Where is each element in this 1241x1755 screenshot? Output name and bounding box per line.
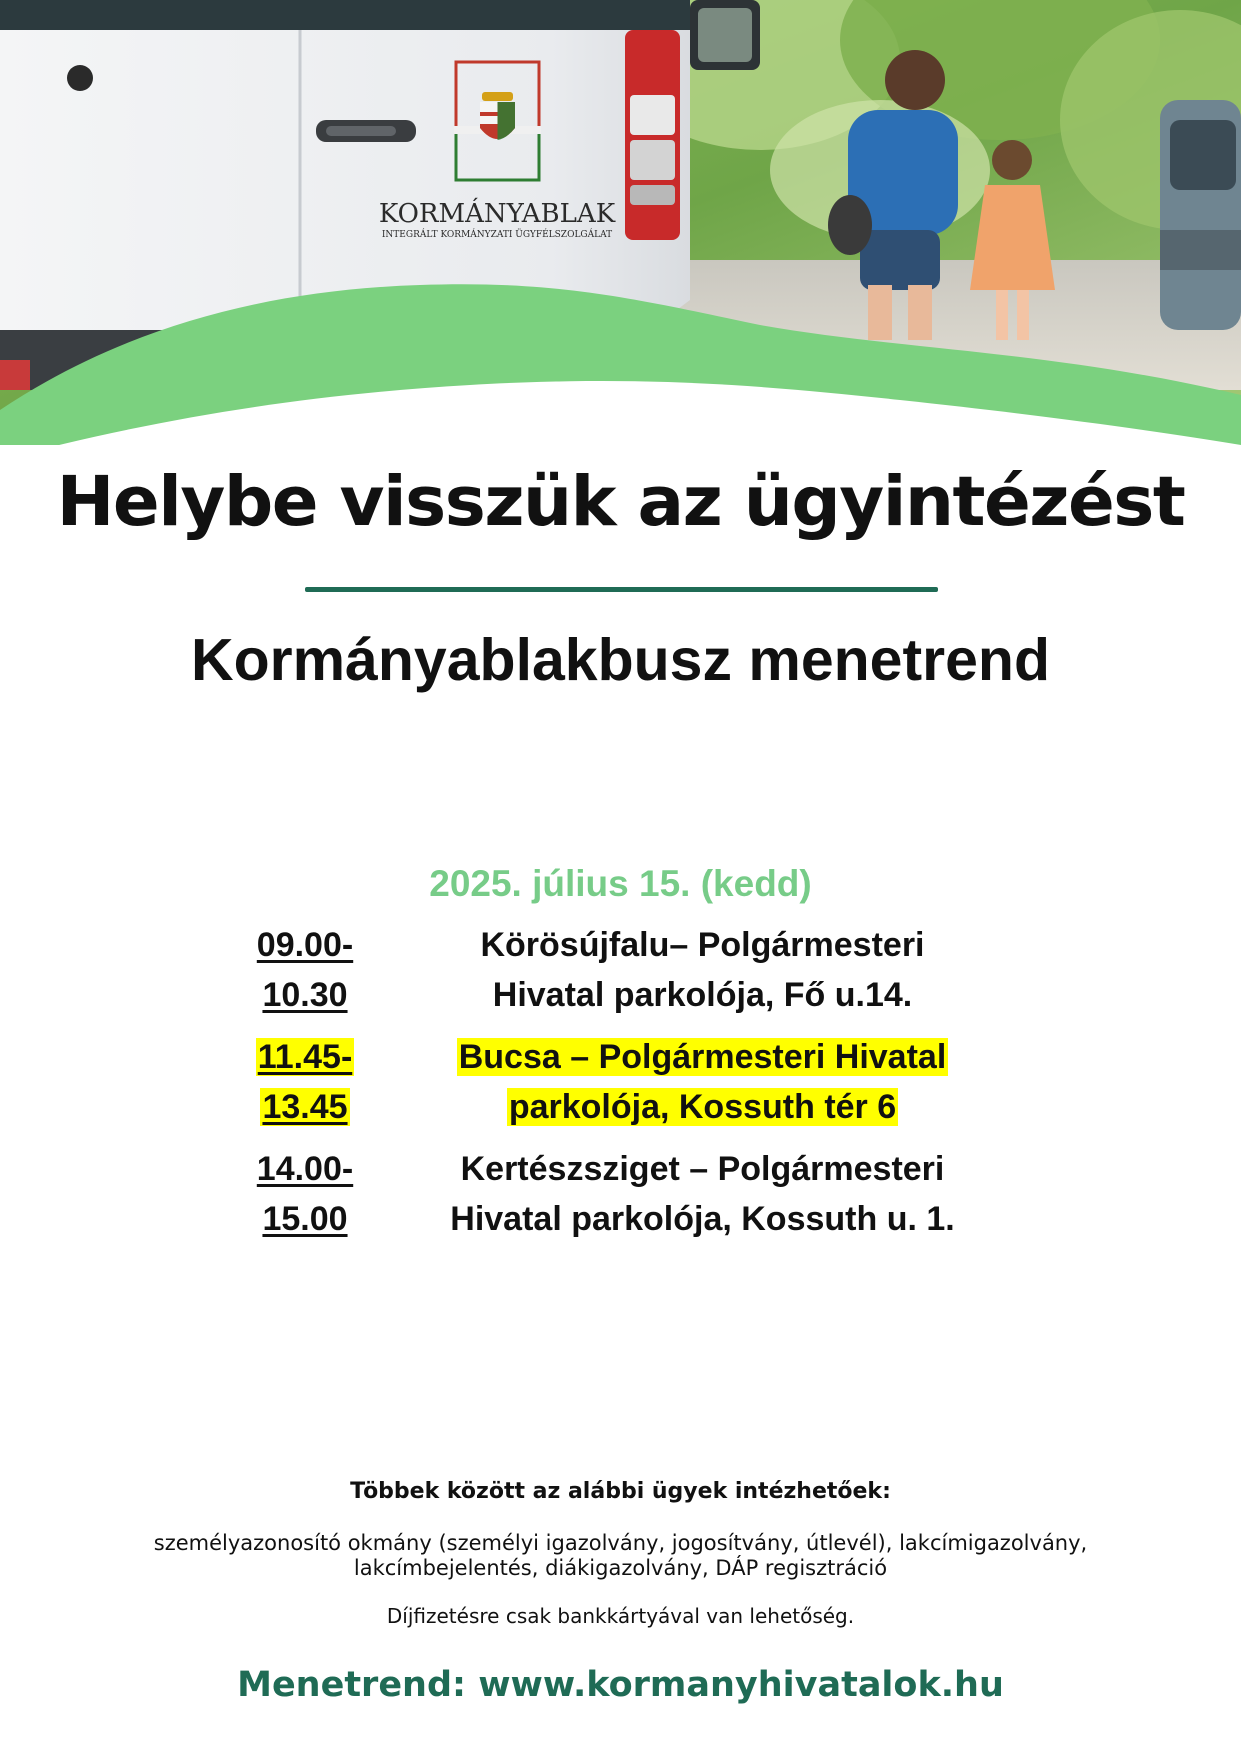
logo-tagline: INTEGRÁLT KORMÁNYZATI ÜGYFÉLSZOLGÁLAT (381, 230, 613, 240)
website-link[interactable]: Menetrend: www.kormanyhivatalok.hu (237, 1665, 1004, 1705)
location-line1: Bucsa – Polgármesteri Hivatal (458, 1038, 947, 1076)
services-line1: személyazonosító okmány (személyi igazolvány, jogosítvány, útlevél), lakcímigazolvány, (153, 1531, 1088, 1555)
divider-line (305, 587, 938, 592)
location-line2: Hivatal parkolója, Fő u.14. (492, 976, 913, 1014)
location (400, 1144, 1005, 1244)
time-start: 09.00- (256, 926, 354, 964)
headline: Helybe visszük az ügyintézést (56, 462, 1185, 542)
time-end: 10.30 (262, 976, 348, 1014)
time-end: 15.00 (262, 1200, 348, 1238)
schedule-row (0, 920, 1241, 1020)
location (400, 920, 1005, 1020)
time-range (240, 920, 370, 1020)
location (400, 1032, 1005, 1132)
schedule-row (0, 1144, 1241, 1244)
location-line1: Kertészsziget – Polgármesteri (460, 1150, 945, 1188)
location-line1: Körösújfalu– Polgármesteri (480, 926, 925, 964)
logo-name: KORMÁNYABLAK (378, 199, 616, 229)
time-end: 13.45 (262, 1088, 348, 1126)
services-list (120, 1531, 1121, 1581)
schedule-date: 2025. július 15. (kedd) (429, 863, 812, 904)
time-range (240, 1144, 370, 1244)
time-range (240, 1032, 370, 1132)
hero-photo (0, 0, 1241, 460)
location-line2: Hivatal parkolója, Kossuth u. 1. (450, 1200, 955, 1238)
subtitle: Kormányablakbusz menetrend (190, 627, 1050, 693)
time-start: 11.45- (257, 1038, 353, 1076)
location-line2: parkolója, Kossuth tér 6 (508, 1088, 897, 1126)
services-title: Többek között az alábbi ügyek intézhetőek: (350, 1479, 891, 1504)
schedule-row-highlighted (0, 1032, 1241, 1132)
time-start: 14.00- (256, 1150, 354, 1188)
services-line2: lakcímbejelentés, diákigazolvány, DÁP regisztráció (353, 1556, 888, 1580)
payment-note: Díjfizetésre csak bankkártyával van lehetőség. (386, 1604, 855, 1628)
